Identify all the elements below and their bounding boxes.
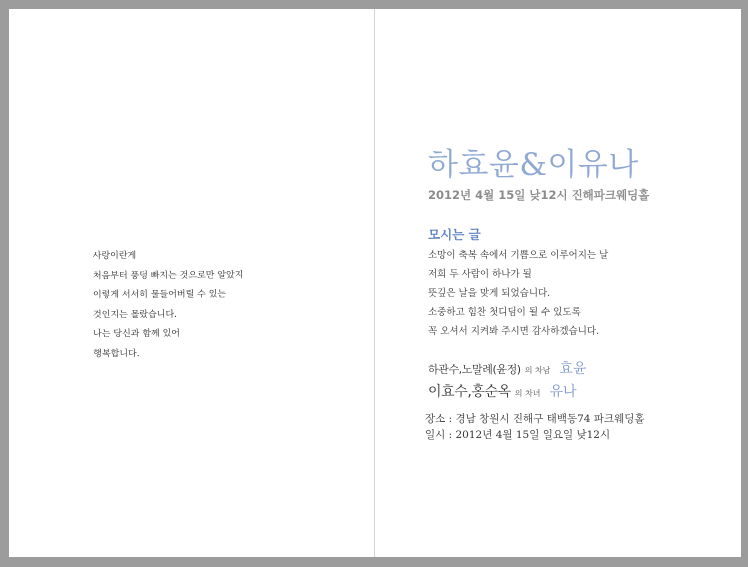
event-info [425, 411, 645, 443]
datetime-line: 일시 : 2012년 4월 15일 일요일 낮12시 [425, 429, 611, 441]
poem-line: 것인지는 몰랐습니다. [93, 309, 178, 320]
invitation-line: 소망이 축복 속에서 기쁨으로 이루어지는 날 [428, 250, 609, 261]
groom-parents: 하관수,노말례(윤정) [428, 363, 521, 376]
couple-title: 하효윤&이유나 [428, 147, 639, 183]
venue-line: 장소 : 경남 창원시 진해구 태백동74 파크웨딩홀 [425, 413, 645, 425]
wedding-date-venue-subtitle: 2012년 4월 15일 낮12시 진해파크웨딩홀 [428, 188, 650, 202]
family-block [428, 358, 586, 404]
poem-line: 나는 당신과 함께 있어 [93, 328, 181, 340]
left-page [9, 9, 375, 557]
bride-family-row [428, 381, 586, 404]
invitation-line: 저희 두 사람이 하나가 될 [428, 269, 532, 280]
invitation-line: 꼭 오셔서 지켜봐 주시면 감사하겠습니다. [428, 326, 600, 337]
invitation-heading: 모시는 글 [428, 227, 481, 242]
groom-family-row [428, 358, 586, 381]
poem-line: 처음부터 풍덩 빠지는 것으로만 알았지 [92, 270, 244, 281]
poem-line: 이렇게 서서히 물들어버릴 수 있는 [92, 289, 227, 301]
bride-parents: 이효수,홍순옥 [428, 384, 511, 400]
poem [93, 247, 244, 365]
invitation-line: 소중하고 힘찬 첫디딤이 될 수 있도록 [428, 307, 581, 318]
invitation-line: 뜻깊은 날을 맞게 되었습니다. [428, 288, 551, 299]
poem-line: 사랑이란게 [92, 251, 137, 262]
groom-relation: 의 차남 [524, 366, 551, 375]
poem-line: 행복합니다. [93, 348, 140, 359]
bride-relation: 의 차녀 [514, 389, 541, 398]
invitation-text [428, 246, 608, 341]
right-page [375, 9, 741, 557]
groom-name: 효윤 [559, 361, 587, 377]
bride-name: 유나 [549, 384, 577, 400]
